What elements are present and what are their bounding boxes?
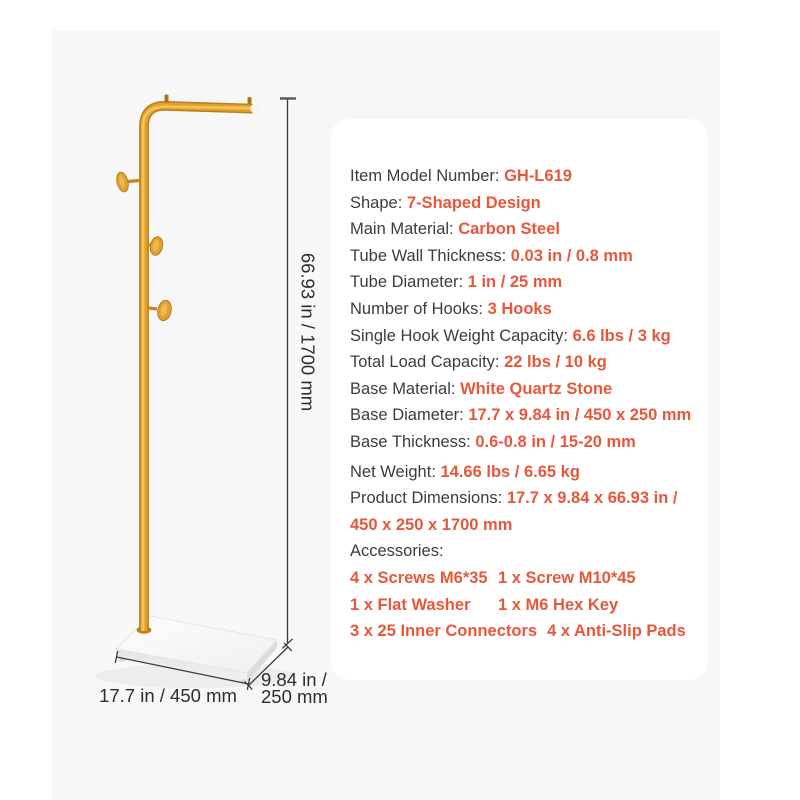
base-foot [269, 649, 274, 652]
arm-end-cap [250, 104, 259, 113]
accessories-row-1: 4 x Screws M6*35 1 x Screw M10*45 [350, 568, 636, 587]
pole-outline [144, 106, 253, 631]
pole-highlight [143, 107, 253, 631]
spec-row-base-material: Base Material: White Quartz Stone [350, 379, 613, 398]
spec-row-single-hook-capacity: Single Hook Weight Capacity: 6.6 lbs / 3 kg [350, 326, 671, 345]
spec-row-base-diameter: Base Diameter: 17.7 x 9.84 in / 450 x 250 mm [350, 406, 692, 425]
spec-row-accessories-title: Accessories: [350, 542, 444, 561]
spec-row-base-thickness: Base Thickness: 0.6-0.8 in / 15-20 mm [350, 432, 636, 451]
height-dimension-label: 66.93 in / 1700 mm [297, 252, 319, 412]
spec-row-product-dimensions-line2: 450 x 250 x 1700 mm [350, 515, 513, 534]
length-dimension-label: 17.7 in / 450 mm [99, 685, 237, 706]
accessories-row-2: 1 x Flat Washer 1 x M6 Hex Key [350, 595, 619, 614]
hook-middle [149, 236, 165, 257]
depth-dimension-label-line1: 9.84 in / [261, 669, 327, 690]
spec-row-main-material: Main Material: Carbon Steel [350, 220, 560, 239]
spec-panel [331, 119, 708, 680]
pole [143, 106, 253, 631]
spec-row-net-weight: Net Weight: 14.66 lbs / 6.65 kg [350, 462, 580, 481]
accessories-row-3: 3 x 25 Inner Connectors 4 x Anti-Slip Pads [350, 622, 686, 641]
arm-peg [248, 97, 252, 104]
spec-row-product-dimensions: Product Dimensions: 17.7 x 9.84 x 66.93 in / [350, 489, 678, 508]
spec-row-item-model-number: Item Model Number: GH-L619 [350, 167, 572, 185]
spec-row-number-of-hooks: Number of Hooks: 3 Hooks [350, 299, 552, 318]
spec-row-tube-wall-thickness: Tube Wall Thickness: 0.03 in / 0.8 mm [350, 246, 633, 265]
arm-peg [165, 95, 169, 103]
depth-dimension-label-line2: 250 mm [261, 686, 328, 707]
hook-lower [149, 299, 173, 322]
pole-body [144, 106, 253, 631]
hook-left [115, 171, 139, 193]
spec-row-total-load-capacity: Total Load Capacity: 22 lbs / 10 kg [350, 353, 607, 372]
spec-row-shape: Shape: 7-Shaped Design [350, 193, 541, 212]
spec-row-tube-diameter: Tube Diameter: 1 in / 25 mm [350, 273, 563, 292]
